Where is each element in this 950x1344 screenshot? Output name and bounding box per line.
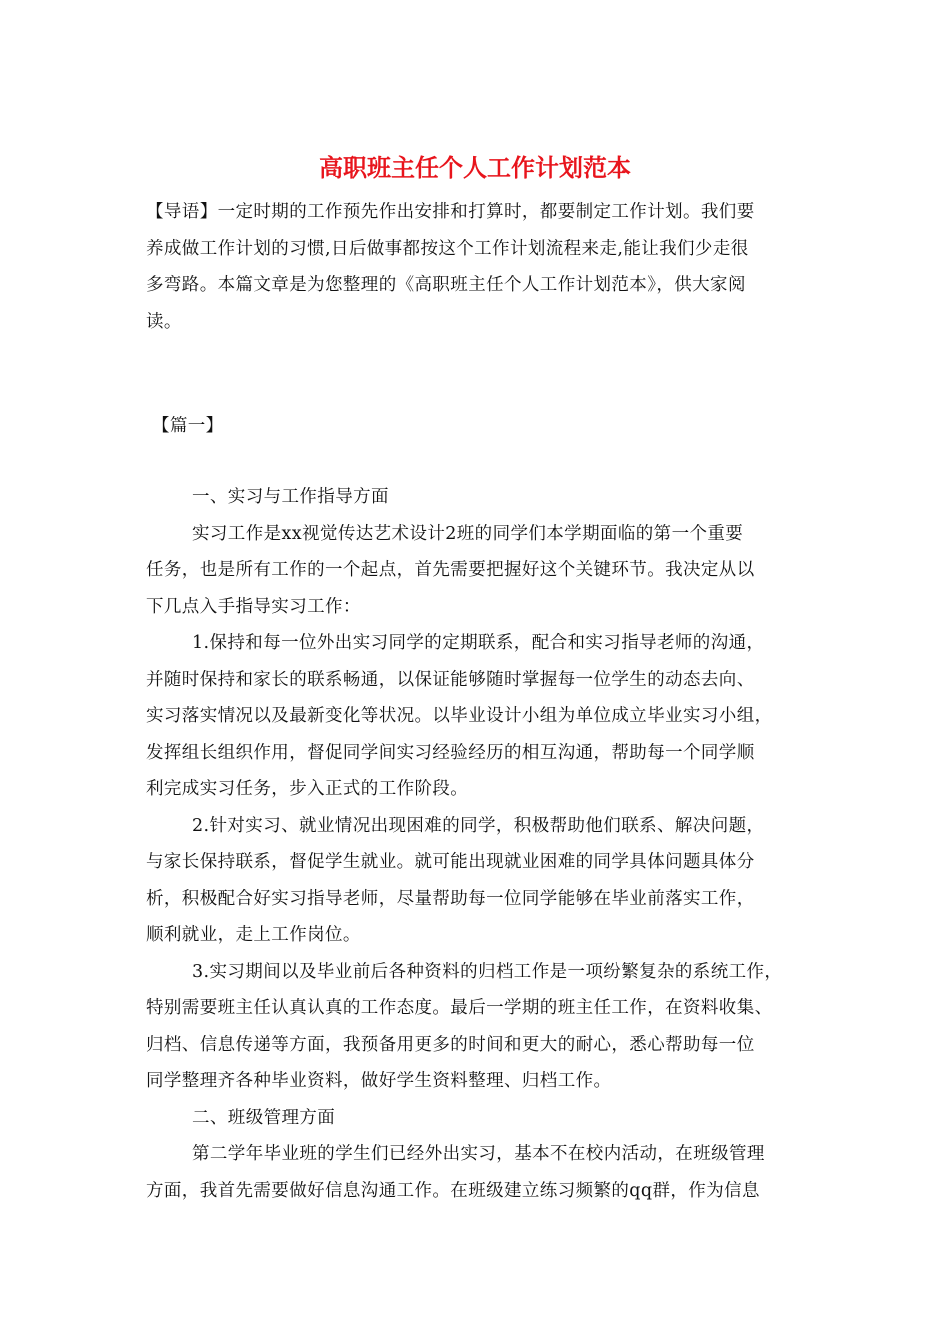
paragraph-line: 利完成实习任务，步入正式的工作阶段。 (146, 779, 469, 799)
paragraph-first-line: 一、实习与工作指导方面 (192, 487, 389, 507)
intro-paragraph (146, 194, 816, 340)
paragraph-line: 下几点入手指导实习工作： (146, 596, 361, 617)
intro-line: 养成做工作计划的习惯,日后做事都按这个工作计划流程来走,能让我们少走很 (146, 238, 749, 259)
paragraph-line: 同学整理齐各种毕业资料，做好学生资料整理、归档工作。 (146, 1071, 612, 1091)
section-label-text: 【篇一】 (146, 416, 224, 436)
paragraph-first-line: 实习工作是xx视觉传达艺术设计2班的同学们本学期面临的第一个重要 (192, 523, 744, 544)
paragraph-first-line: 3.实习期间以及毕业前后各种资料的归档工作是一项纷繁复杂的系统工作， (192, 961, 783, 982)
intro-line: 读。 (146, 311, 182, 332)
paragraph-line: 特别需要班主任认真认真的工作态度。最后一学期的班主任工作，在资料收集、 (146, 998, 773, 1018)
intro-line: 【导语】一定时期的工作预先作出安排和打算时，都要制定工作计划。我们要 (146, 202, 755, 222)
paragraph-line: 方面，我首先需要做好信息沟通工作。在班级建立练习频繁的qq群，作为信息 (146, 1180, 760, 1201)
paragraph-line: 实习落实情况以及最新变化等状况。以毕业设计小组为单位成立毕业实习小组， (146, 706, 773, 726)
paragraph-first-line: 二、班级管理方面 (192, 1107, 336, 1128)
document-title: 高职班主任个人工作计划范本 (319, 153, 631, 182)
paragraph-line: 归档、信息传递等方面，我预备用更多的时间和更大的耐心，悉心帮助每一位 (146, 1034, 755, 1055)
paragraph-line: 与家长保持联系，督促学生就业。就可能出现就业困难的同学具体问题具体分 (146, 852, 755, 872)
paragraph-line: 任务，也是所有工作的一个起点，首先需要把握好这个关键环节。我决定从以 (146, 560, 755, 580)
paragraph-first-line: 第二学年毕业班的学生们已经外出实习，基本不在校内活动，在班级管理 (192, 1144, 765, 1164)
intro-line: 多弯路。本篇文章是为您整理的《高职班主任个人工作计划范本》，供大家阅 (146, 275, 746, 295)
paragraph-line: 顺利就业，走上工作岗位。 (146, 925, 361, 945)
paragraph-line: 并随时保持和家长的联系畅通，以保证能够随时掌握每一位学生的动态去向、 (146, 669, 755, 690)
paragraph-line: 析，积极配合好实习指导老师，尽量帮助每一位同学能够在毕业前落实工作， (146, 888, 755, 909)
section-label (146, 408, 816, 445)
paragraph-line: 发挥组长组织作用，督促同学间实习经验经历的相互沟通，帮助每一个同学顺 (146, 742, 755, 763)
body-text (146, 479, 816, 1209)
paragraph-first-line: 1.保持和每一位外出实习同学的定期联系，配合和实习指导老师的沟通， (192, 633, 765, 653)
paragraph-first-line: 2.针对实习、就业情况出现困难的同学，积极帮助他们联系、解决问题， (192, 815, 765, 836)
